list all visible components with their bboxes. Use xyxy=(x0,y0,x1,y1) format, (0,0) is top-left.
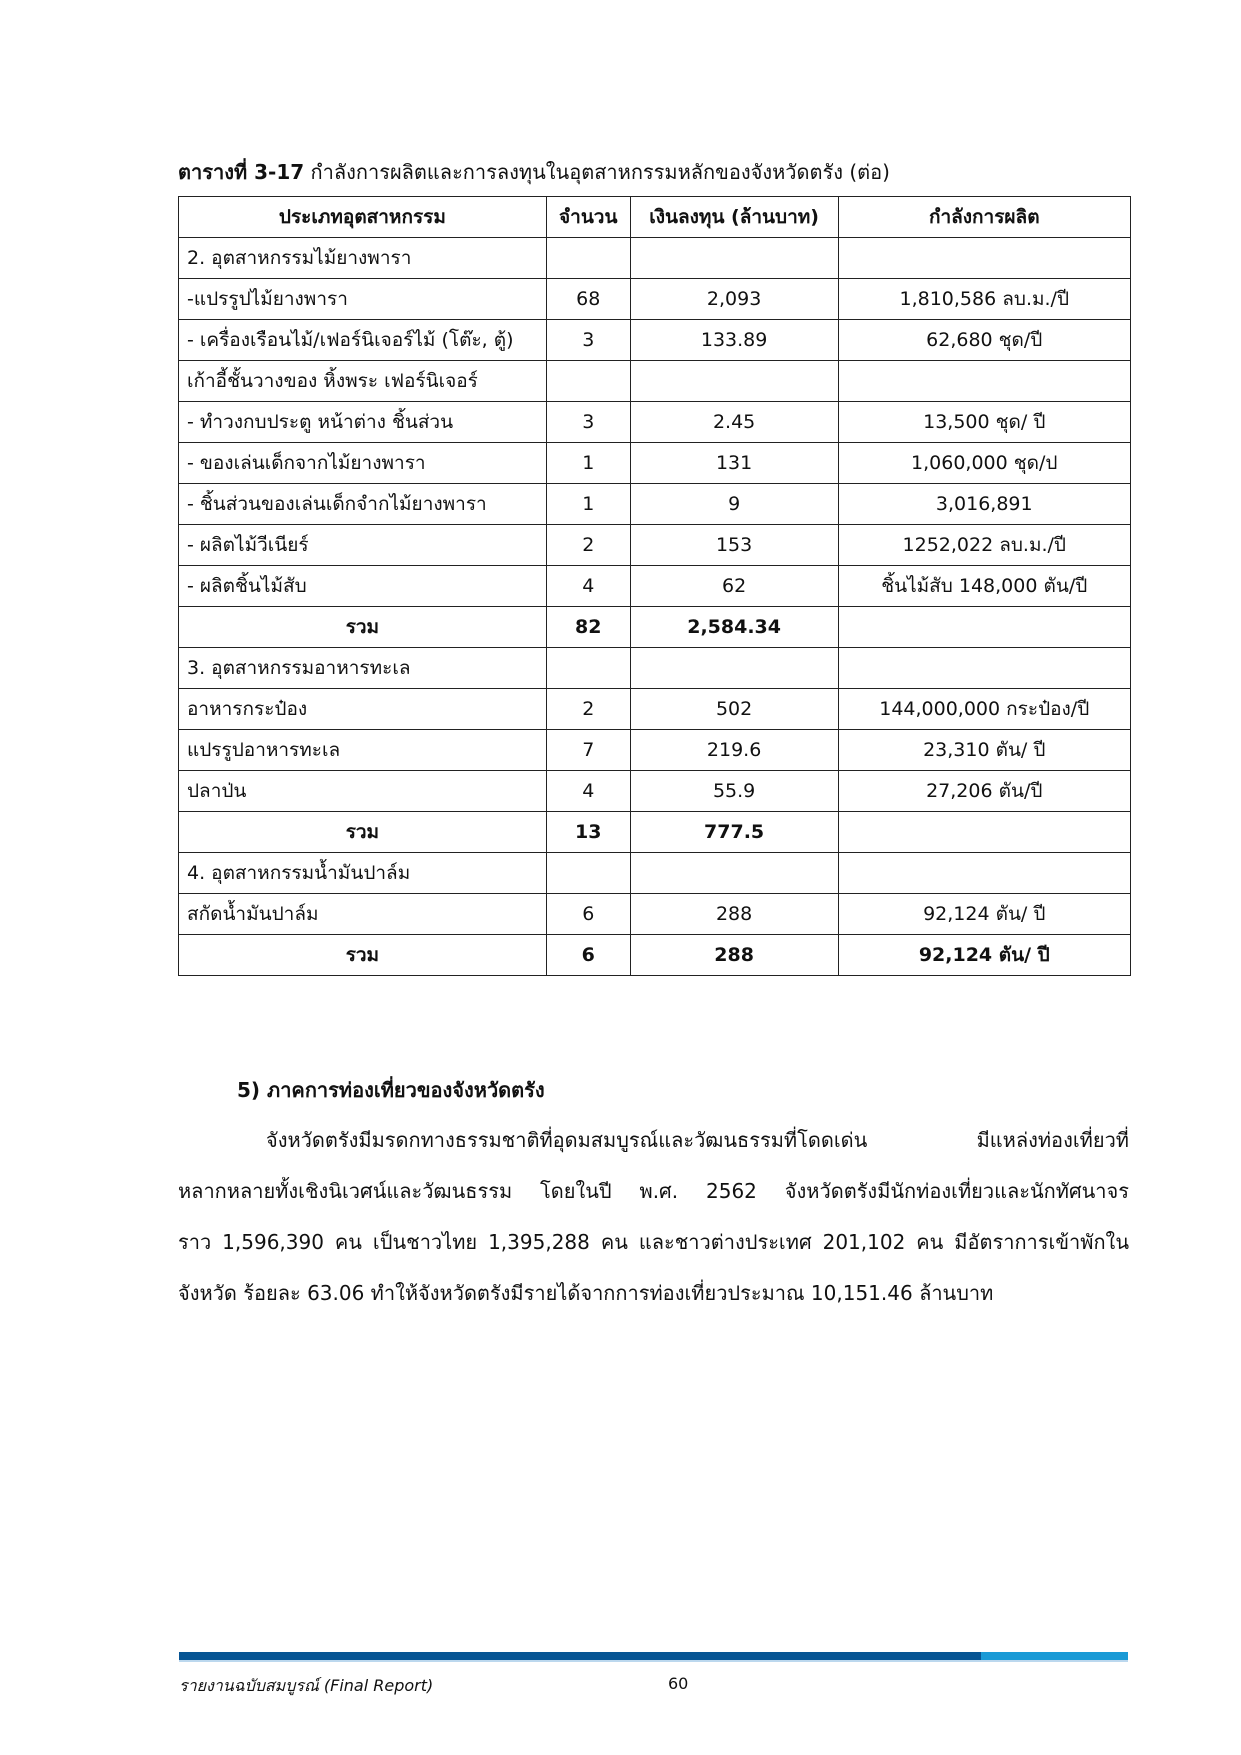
table-cell xyxy=(838,853,1130,894)
total-row xyxy=(179,607,1131,648)
table-cell: 1252,022 ลบ.ม./ปี xyxy=(838,525,1130,566)
table-cell: 68 xyxy=(546,279,630,320)
paragraph-line: จังหวัดตรังมีมรดกทางธรรมชาติที่อุดมสมบูรณ์และวัฒนธรรมที่โดดเด่น มีแหล่งท่องเที่ยวที่ xyxy=(266,1128,1129,1152)
table-cell: 288 xyxy=(630,935,838,976)
footer-bar-accent xyxy=(981,1652,1128,1660)
total-row xyxy=(179,812,1131,853)
table-cell: 3 xyxy=(546,320,630,361)
table-cell: 3,016,891 xyxy=(838,484,1130,525)
table-row xyxy=(179,402,1131,443)
table-cell: 9 xyxy=(630,484,838,525)
table-cell: -แปรรูปไม้ยางพารา xyxy=(179,279,547,320)
table-row xyxy=(179,279,1131,320)
table-cell: 1,060,000 ชุด/ป xyxy=(838,443,1130,484)
table-cell xyxy=(630,238,838,279)
table-cell: สกัดน้ำมันปาล์ม xyxy=(179,894,547,935)
section-row xyxy=(179,853,1131,894)
table-cell: 92,124 ตัน/ ปี xyxy=(838,935,1130,976)
table-cell: - ผลิตไม้วีเนียร์ xyxy=(179,525,547,566)
table-cell: 1 xyxy=(546,443,630,484)
table-cell: 23,310 ตัน/ ปี xyxy=(838,730,1130,771)
table-cell: 13,500 ชุด/ ปี xyxy=(838,402,1130,443)
table-cell: 777.5 xyxy=(630,812,838,853)
column-header: ประเภทอุตสาหกรรม xyxy=(179,197,547,238)
table-cell: 55.9 xyxy=(630,771,838,812)
section-heading: 5) ภาคการท่องเที่ยวของจังหวัดตรัง xyxy=(237,1078,545,1102)
table-row xyxy=(179,320,1131,361)
table-cell: 1,810,586 ลบ.ม./ปี xyxy=(838,279,1130,320)
table-cell xyxy=(546,238,630,279)
table-cell: 502 xyxy=(630,689,838,730)
industry-table xyxy=(178,196,1131,976)
table-cell: ปลาป่น xyxy=(179,771,547,812)
table-cell: 288 xyxy=(630,894,838,935)
table-cell: เก้าอี้ชั้นวางของ หิ้งพระ เฟอร์นิเจอร์ xyxy=(179,361,547,402)
table-row xyxy=(179,443,1131,484)
table-cell: 6 xyxy=(546,935,630,976)
table-cell: 6 xyxy=(546,894,630,935)
section-row xyxy=(179,238,1131,279)
table-cell xyxy=(630,648,838,689)
table-cell: 4. อุตสาหกรรมน้ำมันปาล์ม xyxy=(179,853,547,894)
table-cell xyxy=(838,812,1130,853)
column-header: เงินลงทุน (ล้านบาท) xyxy=(630,197,838,238)
table-cell: อาหารกระป๋อง xyxy=(179,689,547,730)
table-cell xyxy=(630,361,838,402)
table-cell: 2 xyxy=(546,525,630,566)
table-cell: - ผลิตชิ้นไม้สับ xyxy=(179,566,547,607)
paragraph-line: ราว 1,596,390 คน เป็นชาวไทย 1,395,288 คน และชาวต่างประเทศ 201,102 คน มีอัตราการเข้าพักใน xyxy=(178,1230,1129,1254)
table-cell xyxy=(838,361,1130,402)
table-row xyxy=(179,894,1131,935)
table-cell: 2 xyxy=(546,689,630,730)
table-cell xyxy=(546,853,630,894)
table-cell: 2.45 xyxy=(630,402,838,443)
table-cell: 1 xyxy=(546,484,630,525)
footer-divider xyxy=(179,1660,1128,1662)
total-row xyxy=(179,935,1131,976)
table-cell xyxy=(838,238,1130,279)
table-cell: - ชิ้นส่วนของเล่นเด็กจำกไม้ยางพารา xyxy=(179,484,547,525)
table-cell: รวม xyxy=(179,607,547,648)
footer-bar xyxy=(179,1652,981,1660)
paragraph-line: จังหวัด ร้อยละ 63.06 ทำให้จังหวัดตรังมีรายได้จากการท่องเที่ยวประมาณ 10,151.46 ล้านบาท xyxy=(178,1281,994,1305)
table-cell: 133.89 xyxy=(630,320,838,361)
table-cell: 4 xyxy=(546,771,630,812)
table-cell: แปรรูปอาหารทะเล xyxy=(179,730,547,771)
table-cell: 3 xyxy=(546,402,630,443)
table-cell: 62 xyxy=(630,566,838,607)
table-row xyxy=(179,361,1131,402)
table-row xyxy=(179,730,1131,771)
table-cell: รวม xyxy=(179,812,547,853)
table-caption xyxy=(178,156,890,188)
table-cell: 4 xyxy=(546,566,630,607)
table-cell: 2,584.34 xyxy=(630,607,838,648)
paragraph-line: หลากหลายทั้งเชิงนิเวศน์และวัฒนธรรม โดยในปี พ.ศ. 2562 จังหวัดตรังมีนักท่องเที่ยวและนักทัศนาจร xyxy=(178,1179,1129,1203)
page-number: 60 xyxy=(668,1674,689,1693)
table-cell xyxy=(546,648,630,689)
table-header-row xyxy=(179,197,1131,238)
table-cell xyxy=(838,648,1130,689)
table-cell: ชิ้นไม้สับ 148,000 ตัน/ปี xyxy=(838,566,1130,607)
table-cell: 3. อุตสาหกรรมอาหารทะเล xyxy=(179,648,547,689)
table-cell: 7 xyxy=(546,730,630,771)
table-title: กำลังการผลิตและการลงทุนในอุตสาหกรรมหลักของจังหวัดตรัง (ต่อ) xyxy=(304,160,890,184)
table-cell xyxy=(546,361,630,402)
table-cell: 13 xyxy=(546,812,630,853)
table-number: ตารางที่ 3-17 xyxy=(178,160,305,184)
table-cell: 92,124 ตัน/ ปี xyxy=(838,894,1130,935)
table-row xyxy=(179,771,1131,812)
column-header: กำลังการผลิต xyxy=(838,197,1130,238)
table-cell: 131 xyxy=(630,443,838,484)
table-cell: 219.6 xyxy=(630,730,838,771)
table-cell: - ทำวงกบประตู หน้าต่าง ชิ้นส่วน xyxy=(179,402,547,443)
table-cell: รวม xyxy=(179,935,547,976)
section-row xyxy=(179,648,1131,689)
table-cell xyxy=(838,607,1130,648)
section-paragraph xyxy=(178,1122,1129,1326)
footer-report-title: รายงานฉบับสมบูรณ์ (Final Report) xyxy=(179,1676,434,1695)
table-row xyxy=(179,484,1131,525)
table-cell: - ของเล่นเด็กจากไม้ยางพารา xyxy=(179,443,547,484)
table-cell: 144,000,000 กระป๋อง/ปี xyxy=(838,689,1130,730)
table-cell: - เครื่องเรือนไม้/เฟอร์นิเจอร์ไม้ (โต๊ะ, ตู้) xyxy=(179,320,547,361)
table-row xyxy=(179,525,1131,566)
table-cell: 2,093 xyxy=(630,279,838,320)
column-header: จำนวน xyxy=(546,197,630,238)
table-cell: 2. อุตสาหกรรมไม้ยางพารา xyxy=(179,238,547,279)
table-cell: 82 xyxy=(546,607,630,648)
table-cell xyxy=(630,853,838,894)
table-cell: 27,206 ตัน/ปี xyxy=(838,771,1130,812)
table-row xyxy=(179,566,1131,607)
table-row xyxy=(179,689,1131,730)
table-cell: 153 xyxy=(630,525,838,566)
table-cell: 62,680 ชุด/ปี xyxy=(838,320,1130,361)
